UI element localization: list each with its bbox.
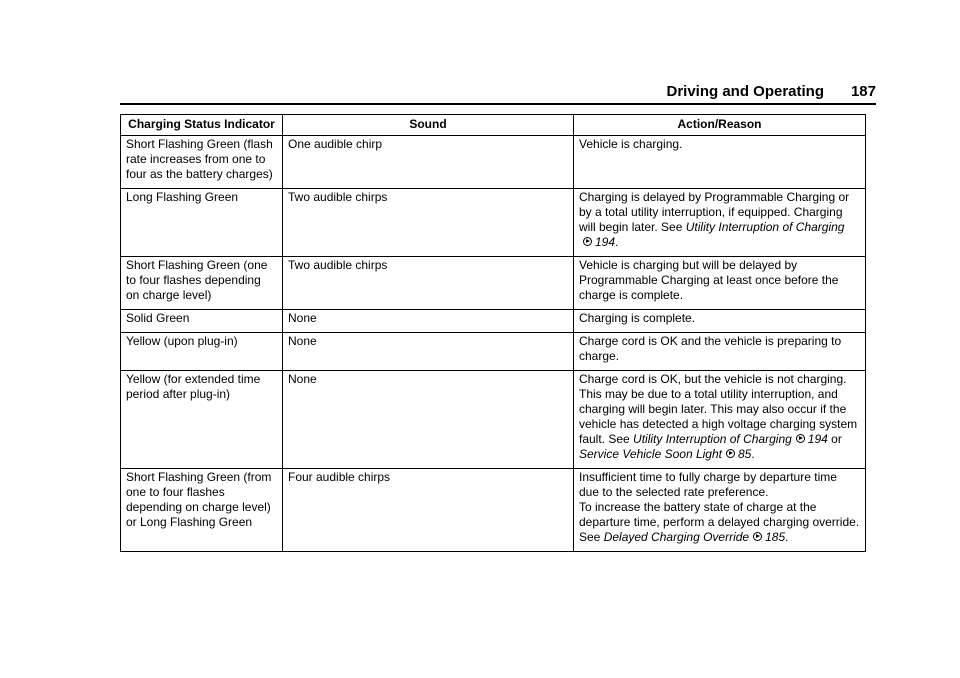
- table-row: [121, 257, 866, 310]
- column-header-sound: Sound: [283, 115, 574, 136]
- charging-status-table: [120, 114, 866, 552]
- indicator-cell: Solid Green: [121, 310, 283, 333]
- page-reference-icon: [583, 237, 592, 246]
- page-header: [120, 83, 876, 102]
- sound-cell: One audible chirp: [283, 136, 574, 189]
- table-row: [121, 469, 866, 552]
- cross-reference-link[interactable]: Utility Interruption of Charging: [633, 432, 792, 446]
- column-header-action: Action/Reason: [574, 115, 866, 136]
- action-text: Charging is delayed by Programmable Charging or by a total utility interruption, if equipped. Charging will begin later. See: [579, 190, 850, 234]
- action-text-line2: To increase the battery state of charge at the departure time, perform a delayed charging override. See: [579, 500, 860, 544]
- action-end: .: [785, 530, 789, 544]
- action-end: .: [615, 235, 619, 249]
- action-text: Insufficient time to fully charge by departure time due to the selected rate preference.: [579, 470, 837, 499]
- column-header-indicator: Charging Status Indicator: [121, 115, 283, 136]
- table-row: [121, 310, 866, 333]
- action-cell: Vehicle is charging but will be delayed by Programmable Charging at least once before the charge is complete.: [574, 257, 866, 310]
- table-row: [121, 333, 866, 371]
- cross-reference-page[interactable]: 185: [765, 530, 786, 544]
- indicator-cell: Yellow (upon plug-in): [121, 333, 283, 371]
- page-reference-icon: [753, 532, 762, 541]
- action-text: Charge cord is OK, but the vehicle is not charging. This may be due to a total utility interruption, and charging will begin later. This may also occur if the vehicle has detected a high voltage charging system fault. See: [579, 372, 858, 446]
- sound-cell: Four audible chirps: [283, 469, 574, 552]
- cross-reference-page[interactable]: 85: [737, 447, 752, 461]
- table-row: [121, 136, 866, 189]
- page-reference-icon: [796, 434, 805, 443]
- cross-reference-link[interactable]: Utility Interruption of Charging: [685, 220, 845, 234]
- cross-reference-link[interactable]: Service Vehicle Soon Light: [579, 447, 722, 461]
- indicator-cell: Short Flashing Green (from one to four flashes depending on charge level) or Long Flashing Green: [121, 469, 283, 552]
- action-cell: Charge cord is OK and the vehicle is preparing to charge.: [574, 333, 866, 371]
- action-cell: [574, 189, 866, 257]
- table-header-row: [121, 115, 866, 136]
- action-cell: Charging is complete.: [574, 310, 866, 333]
- indicator-cell: Short Flashing Green (one to four flashes depending on charge level): [121, 257, 283, 310]
- section-title: Driving and Operating: [666, 83, 824, 100]
- action-cell: [574, 371, 866, 469]
- indicator-cell: Yellow (for extended time period after plug-in): [121, 371, 283, 469]
- cross-reference-page[interactable]: 194: [595, 235, 616, 249]
- sound-cell: Two audible chirps: [283, 189, 574, 257]
- sound-cell: Two audible chirps: [283, 257, 574, 310]
- indicator-cell: Short Flashing Green (flash rate increases from one to four as the battery charges): [121, 136, 283, 189]
- table-row: [121, 371, 866, 469]
- sound-cell: None: [283, 371, 574, 469]
- page-reference-icon: [726, 449, 735, 458]
- header-rule: [120, 103, 876, 105]
- action-cell: [574, 469, 866, 552]
- action-end: .: [751, 447, 755, 461]
- cross-reference-page[interactable]: 194: [807, 432, 828, 446]
- action-cell: Vehicle is charging.: [574, 136, 866, 189]
- sound-cell: None: [283, 310, 574, 333]
- sound-cell: None: [283, 333, 574, 371]
- page-number: 187: [850, 83, 876, 100]
- reference-joiner: or: [827, 432, 842, 446]
- table-row: [121, 189, 866, 257]
- cross-reference-link[interactable]: Delayed Charging Override: [603, 530, 750, 544]
- indicator-cell: Long Flashing Green: [121, 189, 283, 257]
